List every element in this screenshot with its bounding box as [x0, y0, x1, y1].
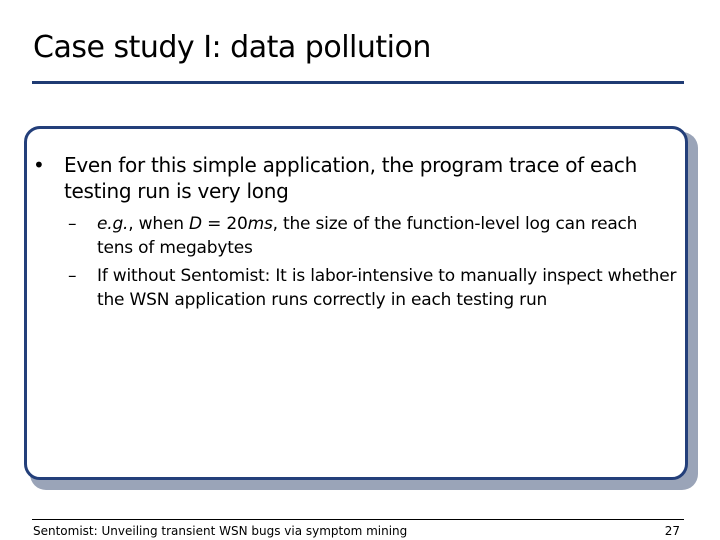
- slide-title: Case study I: data pollution: [33, 30, 431, 65]
- sub-bullet-mark: –: [68, 266, 77, 286]
- sub-text-part: , the size of the function-level log can reach tens of megabytes: [97, 214, 638, 258]
- bullet-mark: •: [33, 153, 45, 177]
- title-divider: [32, 81, 684, 84]
- sub-text-part: , when: [128, 214, 189, 234]
- bullet-text: Even for this simple application, the program trace of each testing run is very long: [64, 153, 637, 203]
- sub-text-part: = 20: [201, 214, 248, 234]
- variable-d: D: [189, 214, 202, 234]
- eg-prefix: e.g.: [97, 214, 129, 234]
- page-number: 27: [664, 524, 680, 538]
- unit-ms: ms: [247, 214, 273, 234]
- sub-bullet-text: [97, 212, 677, 260]
- slide-footer: [32, 519, 684, 538]
- sub-bullet-mark: –: [68, 214, 77, 234]
- sub-bullet-text: If without Sentomist: It is labor-intensive to manually inspect whether the WSN application runs correctly in each testing run: [97, 266, 677, 310]
- footer-title: Sentomist: Unveiling transient WSN bugs via symptom mining: [33, 524, 408, 538]
